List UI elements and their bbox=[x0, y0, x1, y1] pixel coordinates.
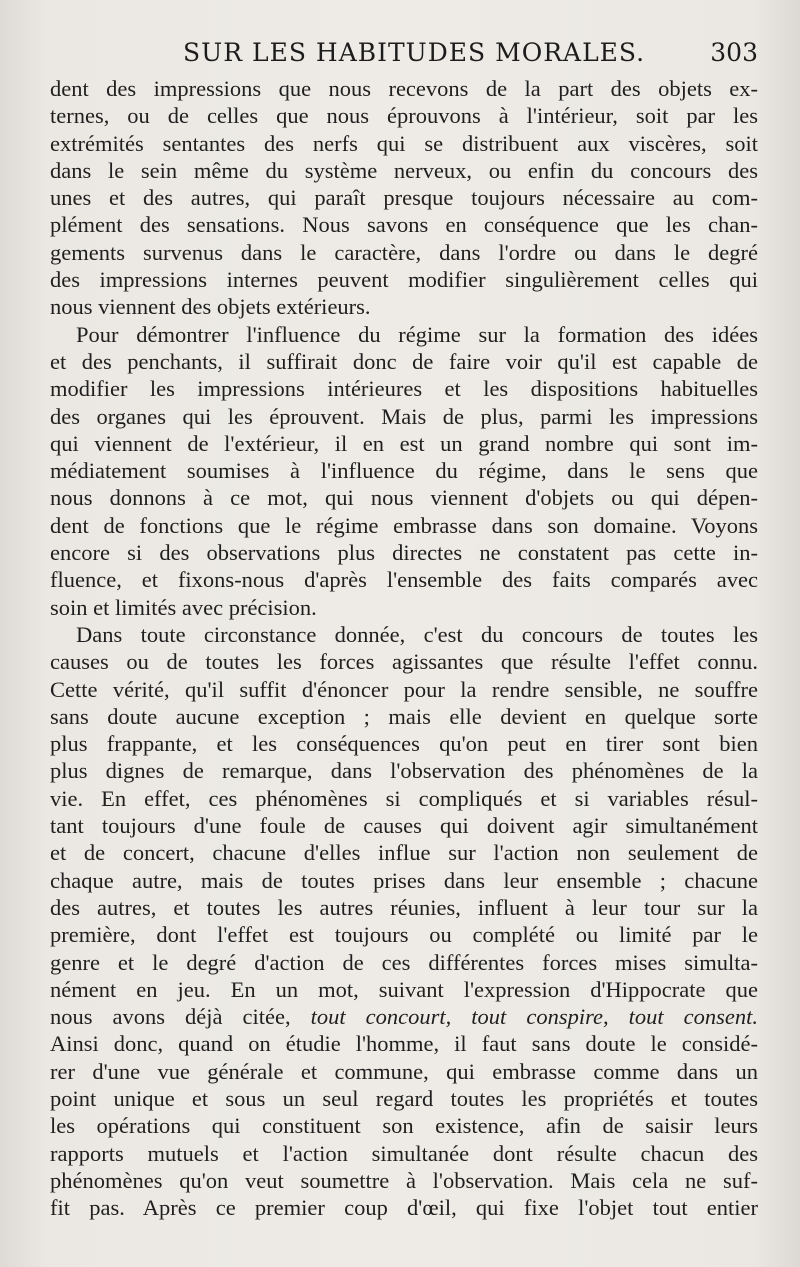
text-line-content: rer d'une vue générale et commune, qui embrasse comme dans un bbox=[50, 1058, 758, 1084]
text-line-content: Pour démontrer l'influence du régime sur la formation des idées bbox=[76, 321, 758, 347]
text-line bbox=[50, 785, 758, 812]
text-line-content: phénomènes qu'on veut soumettre à l'observation. Mais cela ne suf- bbox=[50, 1167, 758, 1193]
text-line-content: ternes, ou de celles que nous éprouvons à l'intérieur, soit par les bbox=[50, 103, 758, 129]
text-line bbox=[50, 512, 758, 539]
text-line-content: unes et des autres, qui paraît presque toujours nécessaire au com- bbox=[50, 185, 758, 211]
text-line bbox=[50, 976, 758, 1003]
text-line-content: chaque autre, mais de toutes prises dans leur ensemble ; chacune bbox=[50, 867, 758, 893]
text-line bbox=[50, 266, 758, 293]
text-line bbox=[50, 211, 758, 238]
text-line bbox=[50, 1167, 758, 1194]
text-line bbox=[50, 75, 758, 102]
running-head: SUR LES HABITUDES MORALES. bbox=[183, 38, 646, 67]
text-line-content: encore si des observations plus directes ne constatent pas cette in- bbox=[50, 540, 758, 566]
text-line-content: modifier les impressions intérieures et les dispositions habituelles bbox=[50, 376, 758, 402]
text-line-content: Cette vérité, qu'il suffit d'énoncer pour la rendre sensible, ne souffre bbox=[50, 676, 758, 702]
text-line bbox=[50, 539, 758, 566]
italic-quote: tout concourt, tout conspire, tout consent. bbox=[310, 1004, 759, 1030]
text-line bbox=[50, 648, 758, 675]
text-line bbox=[50, 102, 758, 129]
text-line-content: des autres, et toutes les autres réunies, influent à leur tour sur la bbox=[50, 894, 758, 920]
text-line bbox=[50, 184, 758, 211]
text-line bbox=[50, 730, 758, 757]
text-line bbox=[50, 1140, 758, 1167]
text-line-content: rapports mutuels et l'action simultanée dont résulte chacun des bbox=[50, 1140, 758, 1166]
text-line-content: qui viennent de l'extérieur, il en est un grand nombre qui sont im- bbox=[50, 430, 758, 456]
text-line-content: dent des impressions que nous recevons de la part des objets ex- bbox=[50, 76, 758, 101]
text-line bbox=[50, 1030, 758, 1057]
text-line bbox=[50, 403, 758, 430]
text-line-content: dent de fonctions que le régime embrasse dans son domaine. Voyons bbox=[50, 512, 758, 538]
text-line bbox=[50, 812, 758, 839]
text-line-content: des impressions internes peuvent modifier singulièrement celles qui bbox=[50, 267, 758, 293]
text-line bbox=[50, 1003, 758, 1030]
text-line bbox=[50, 1194, 758, 1221]
text-line-content: plément des sensations. Nous savons en conséquence que les chan- bbox=[50, 212, 758, 238]
text-line bbox=[50, 621, 758, 648]
text-line-content: médiatement soumises à l'influence du régime, dans le sens que bbox=[50, 458, 758, 484]
text-line-content: sans doute aucune exception ; mais elle devient en quelque sorte bbox=[50, 703, 758, 729]
text-line-content: nous donnons à ce mot, qui nous viennent d'objets ou qui dépen- bbox=[50, 485, 758, 511]
text-line bbox=[50, 566, 758, 593]
text-line-content: des organes qui les éprouvent. Mais de plus, parmi les impressions bbox=[50, 403, 758, 429]
text-line-content: dans le sein même du système nerveux, ou enfin du concours des bbox=[50, 157, 758, 183]
text-line bbox=[50, 594, 758, 621]
text-line-content: fluence, et fixons-nous d'après l'ensemble des faits comparés avec bbox=[50, 567, 758, 593]
text-line bbox=[50, 1112, 758, 1139]
text-line-content: causes ou de toutes les forces agissantes que résulte l'effet connu. bbox=[50, 649, 758, 675]
text-line bbox=[50, 348, 758, 375]
text-line-content: extrémités sentantes des nerfs qui se distribuent aux viscères, soit bbox=[50, 130, 758, 156]
text-line-content: gements survenus dans le caractère, dans l'ordre ou dans le degré bbox=[50, 239, 758, 265]
text-line-content: vie. En effet, ces phénomènes si compliqués et si variables résul- bbox=[50, 785, 758, 811]
text-line bbox=[50, 375, 758, 402]
text-line bbox=[50, 157, 758, 184]
body-text bbox=[50, 75, 758, 1221]
text-line bbox=[50, 676, 758, 703]
text-line bbox=[50, 321, 758, 348]
text-line bbox=[50, 239, 758, 266]
text-line-content: première, dont l'effet est toujours ou complété ou limité par le bbox=[50, 922, 758, 948]
text-line bbox=[50, 1058, 758, 1085]
text-line bbox=[50, 839, 758, 866]
text-line-content: soin et limités avec précision. bbox=[50, 594, 317, 620]
page-number: 303 bbox=[710, 38, 758, 67]
text-line-content: genre et le degré d'action de ces différentes forces mises simulta- bbox=[50, 949, 758, 975]
text-line bbox=[50, 293, 758, 320]
text-line bbox=[50, 921, 758, 948]
text-line bbox=[50, 757, 758, 784]
text-line-content: plus frappante, et les conséquences qu'on peut en tirer sont bien bbox=[50, 731, 758, 757]
text-line-content: plus dignes de remarque, dans l'observation des phénomènes de la bbox=[50, 758, 758, 784]
text-line bbox=[50, 703, 758, 730]
page-header bbox=[48, 38, 758, 68]
text-line-content: Ainsi donc, quand on étudie l'homme, il faut sans doute le considé- bbox=[50, 1031, 758, 1057]
text-line bbox=[50, 867, 758, 894]
text-line-content: nous avons déjà citée, bbox=[50, 1004, 311, 1030]
text-line bbox=[50, 894, 758, 921]
text-line-content: les opérations qui constituent son existence, afin de saisir leurs bbox=[50, 1113, 758, 1139]
text-line bbox=[50, 130, 758, 157]
text-line-content: point unique et sous un seul regard toutes les propriétés et toutes bbox=[50, 1085, 758, 1111]
text-line-content: tant toujours d'une foule de causes qui doivent agir simultanément bbox=[50, 813, 758, 839]
text-line-content: et de concert, chacune d'elles influe sur l'action non seulement de bbox=[50, 840, 758, 866]
text-line-content: nément en jeu. En un mot, suivant l'expression d'Hippocrate que bbox=[50, 976, 758, 1002]
text-line bbox=[50, 484, 758, 511]
text-line-content: et des penchants, il suffirait donc de faire voir qu'il est capable de bbox=[50, 348, 758, 374]
text-line bbox=[50, 430, 758, 457]
text-line-content: nous viennent des objets extérieurs. bbox=[50, 294, 371, 320]
text-line bbox=[50, 949, 758, 976]
text-line bbox=[50, 457, 758, 484]
text-line-content: Dans toute circonstance donnée, c'est du concours de toutes les bbox=[76, 621, 758, 647]
text-line bbox=[50, 1085, 758, 1112]
text-line-content: fit pas. Après ce premier coup d'œil, qui fixe l'objet tout entier bbox=[50, 1195, 758, 1221]
